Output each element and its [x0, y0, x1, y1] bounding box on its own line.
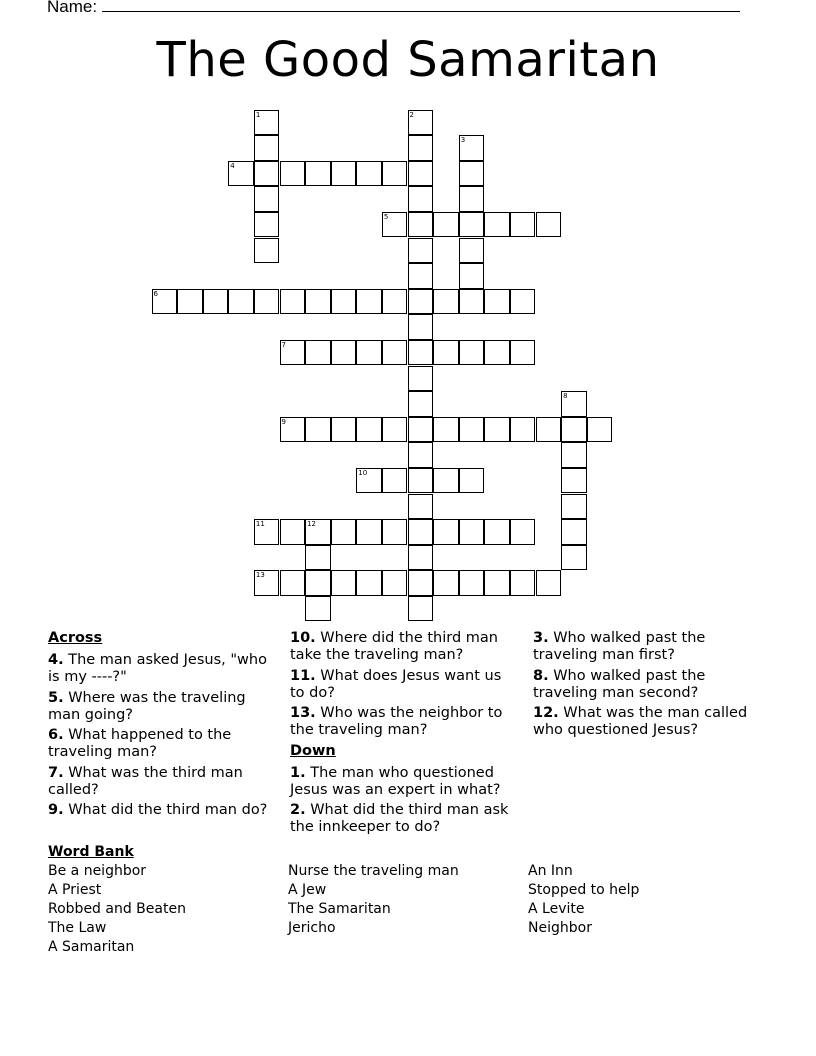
grid-cell[interactable] [510, 289, 536, 315]
grid-cell[interactable] [305, 570, 331, 596]
grid-cell[interactable] [356, 161, 382, 187]
across-heading: Across [48, 630, 103, 646]
grid-cell[interactable] [459, 161, 485, 187]
grid-cell[interactable] [331, 570, 357, 596]
grid-cell[interactable] [459, 340, 485, 366]
grid-cell[interactable] [561, 417, 587, 443]
clue-num: 12. [533, 705, 559, 721]
grid-cell[interactable] [382, 570, 408, 596]
grid-cell[interactable] [561, 391, 587, 417]
word-bank-item: Be a neighbor [48, 863, 147, 879]
clue-num: 7. [48, 764, 64, 781]
grid-cell[interactable] [280, 519, 306, 545]
clue [48, 765, 270, 799]
clue-column-1 [48, 630, 270, 823]
clue-number: 13 [255, 571, 265, 580]
clue-num: 10. [290, 630, 316, 646]
grid-cell[interactable] [561, 442, 587, 468]
clue-number: 1 [255, 110, 261, 119]
grid-cell[interactable] [536, 417, 562, 443]
grid-cell[interactable] [408, 545, 434, 571]
word-bank-item: A Jew [288, 882, 327, 898]
clue-num: 8. [533, 667, 549, 684]
grid-cell[interactable] [152, 289, 178, 315]
grid-cell[interactable] [408, 391, 434, 417]
clue-number: 5 [383, 212, 389, 221]
clue-text: What was the third man called? [48, 764, 243, 798]
grid-cell[interactable] [356, 340, 382, 366]
grid-cell[interactable] [382, 340, 408, 366]
word-bank-item: Jericho [288, 920, 336, 936]
word-bank-item: An Inn [528, 863, 573, 879]
grid-cell[interactable] [382, 212, 408, 238]
grid-cell[interactable] [228, 161, 254, 187]
grid-cell[interactable] [459, 238, 485, 264]
clue [290, 765, 515, 799]
grid-cell[interactable] [408, 340, 434, 366]
clue-num: 2. [290, 802, 306, 818]
grid-cell[interactable] [433, 417, 459, 443]
grid-cell[interactable] [356, 417, 382, 443]
clue-text: The man asked Jesus, "who is my ----?" [48, 652, 267, 685]
clue [48, 652, 270, 686]
grid-cell[interactable] [484, 417, 510, 443]
grid-cell[interactable] [484, 289, 510, 315]
clue-number: 3 [460, 136, 466, 145]
word-bank-item: The Samaritan [288, 901, 391, 917]
grid-cell[interactable] [382, 417, 408, 443]
grid-cell[interactable] [280, 289, 306, 315]
grid-cell[interactable] [305, 417, 331, 443]
word-bank-column-1 [48, 862, 186, 957]
grid-cell[interactable] [305, 161, 331, 187]
grid-cell[interactable] [408, 212, 434, 238]
grid-cell[interactable] [510, 340, 536, 366]
clue-number: 7 [281, 340, 286, 349]
grid-cell[interactable] [510, 212, 536, 238]
grid-cell[interactable] [459, 263, 485, 289]
grid-cell[interactable] [280, 161, 306, 187]
grid-cell[interactable] [305, 340, 331, 366]
word-bank-item: A Levite [528, 901, 585, 917]
grid-cell[interactable] [254, 519, 280, 545]
grid-cell[interactable] [408, 238, 434, 264]
grid-cell[interactable] [356, 468, 382, 494]
grid-cell[interactable] [254, 110, 280, 136]
clue-text: What was the man called who questioned Jesus? [533, 705, 748, 738]
grid-cell[interactable] [331, 340, 357, 366]
clue-text: The man who questioned Jesus was an expert in what? [290, 764, 501, 798]
grid-cell[interactable] [331, 289, 357, 315]
grid-cell[interactable] [408, 366, 434, 392]
word-bank-item: Stopped to help [528, 882, 640, 898]
grid-cell[interactable] [433, 212, 459, 238]
grid-cell[interactable] [408, 417, 434, 443]
grid-cell[interactable] [408, 494, 434, 520]
grid-cell[interactable] [561, 468, 587, 494]
clue [533, 705, 763, 739]
word-bank-column-3 [528, 862, 639, 938]
grid-cell[interactable] [356, 570, 382, 596]
clue-text: Where did the third man take the traveling man? [290, 630, 498, 663]
clue-num: 9. [48, 802, 64, 818]
grid-cell[interactable] [408, 135, 434, 161]
name-label: Name: [47, 0, 98, 16]
clue-num: 6. [48, 727, 64, 743]
page-title: The Good Samaritan [156, 32, 660, 88]
grid-cell[interactable] [408, 161, 434, 187]
clue [48, 802, 270, 819]
grid-cell[interactable] [459, 212, 485, 238]
word-bank-item: Robbed and Beaten [48, 901, 186, 917]
grid-cell[interactable] [510, 417, 536, 443]
word-bank-heading: Word Bank [48, 844, 134, 860]
grid-cell[interactable] [382, 468, 408, 494]
clue [533, 668, 763, 702]
grid-cell[interactable] [433, 340, 459, 366]
clue-num: 4. [48, 652, 64, 668]
grid-cell[interactable] [254, 186, 280, 212]
grid-cell[interactable] [305, 289, 331, 315]
clue-text: Where was the traveling man going? [48, 689, 246, 723]
word-bank-item: Neighbor [528, 920, 592, 936]
clue-text: Who walked past the traveling man second? [533, 667, 706, 701]
grid-cell[interactable] [331, 519, 357, 545]
grid-cell[interactable] [408, 263, 434, 289]
grid-cell[interactable] [331, 161, 357, 187]
grid-cell[interactable] [408, 519, 434, 545]
grid-cell[interactable] [459, 186, 485, 212]
grid-cell[interactable] [305, 596, 331, 622]
grid-cell[interactable] [382, 519, 408, 545]
word-bank-item: A Samaritan [48, 939, 135, 955]
clue [48, 690, 270, 724]
down-heading: Down [290, 742, 336, 759]
grid-cell[interactable] [433, 289, 459, 315]
clue [533, 630, 763, 664]
word-bank-item: A Priest [48, 882, 102, 898]
grid-cell[interactable] [280, 340, 306, 366]
clue [48, 727, 270, 761]
grid-cell[interactable] [408, 314, 434, 340]
clue-num: 13. [290, 705, 316, 721]
grid-cell[interactable] [408, 442, 434, 468]
grid-cell[interactable] [305, 545, 331, 571]
grid-cell[interactable] [331, 417, 357, 443]
clue-number: 2 [409, 110, 414, 119]
grid-cell[interactable] [587, 417, 613, 443]
clue-number: 6 [153, 289, 158, 298]
clue [290, 705, 515, 739]
grid-cell[interactable] [459, 135, 485, 161]
grid-cell[interactable] [408, 468, 434, 494]
clue-column-3 [533, 630, 763, 743]
clue-number: 4 [230, 161, 235, 170]
grid-cell[interactable] [356, 519, 382, 545]
grid-cell[interactable] [280, 417, 306, 443]
clue [290, 802, 515, 836]
grid-cell[interactable] [254, 161, 280, 187]
grid-cell[interactable] [356, 289, 382, 315]
grid-cell[interactable] [484, 340, 510, 366]
word-bank-column-2 [288, 862, 459, 938]
grid-cell[interactable] [254, 570, 280, 596]
grid-cell[interactable] [510, 519, 536, 545]
clue-text: What happened to the traveling man? [48, 727, 232, 760]
clue-number: 12 [307, 520, 317, 529]
clue-number: 8 [563, 392, 568, 401]
grid-cell[interactable] [408, 110, 434, 136]
clue-column-2 [290, 630, 515, 840]
grid-cell[interactable] [459, 289, 485, 315]
clue [290, 668, 515, 702]
clue-num: 1. [290, 764, 306, 781]
clue [290, 630, 515, 664]
grid-cell[interactable] [254, 289, 280, 315]
grid-cell[interactable] [280, 570, 306, 596]
grid-cell[interactable] [561, 519, 587, 545]
grid-cell[interactable] [459, 468, 485, 494]
grid-cell[interactable] [536, 212, 562, 238]
clue-text: What did the third man do? [63, 802, 268, 818]
grid-cell[interactable] [510, 570, 536, 596]
grid-cell[interactable] [433, 570, 459, 596]
clue-number: 9 [281, 417, 286, 426]
grid-cell[interactable] [408, 186, 434, 212]
clue-number: 11 [255, 520, 265, 529]
clue-num: 11. [290, 667, 316, 684]
grid-cell[interactable] [382, 161, 408, 187]
word-bank-item: Nurse the traveling man [288, 863, 459, 879]
grid-cell[interactable] [459, 570, 485, 596]
grid-cell[interactable] [254, 135, 280, 161]
grid-cell[interactable] [408, 289, 434, 315]
grid-cell[interactable] [305, 519, 331, 545]
clue-text: What did the third man ask the innkeeper to do? [290, 802, 509, 835]
grid-cell[interactable] [408, 570, 434, 596]
grid-cell[interactable] [484, 519, 510, 545]
grid-cell[interactable] [433, 519, 459, 545]
word-bank-item: The Law [48, 920, 107, 936]
grid-cell[interactable] [561, 494, 587, 520]
grid-cell[interactable] [536, 570, 562, 596]
grid-cell[interactable] [254, 238, 280, 264]
grid-cell[interactable] [561, 545, 587, 571]
clue-num: 3. [533, 630, 549, 646]
grid-cell[interactable] [484, 212, 510, 238]
grid-cell[interactable] [203, 289, 229, 315]
clue-number: 10 [358, 468, 368, 477]
clue-text: What does Jesus want us to do? [290, 667, 502, 701]
grid-cell[interactable] [484, 570, 510, 596]
clue-num: 5. [48, 689, 64, 706]
grid-cell[interactable] [382, 289, 408, 315]
grid-cell[interactable] [177, 289, 203, 315]
grid-cell[interactable] [459, 417, 485, 443]
grid-cell[interactable] [408, 596, 434, 622]
grid-cell[interactable] [433, 468, 459, 494]
clue-text: Who walked past the traveling man first? [533, 630, 706, 663]
grid-cell[interactable] [459, 519, 485, 545]
grid-cell[interactable] [254, 212, 280, 238]
clue-text: Who was the neighbor to the traveling man? [290, 705, 503, 738]
grid-cell[interactable] [228, 289, 254, 315]
